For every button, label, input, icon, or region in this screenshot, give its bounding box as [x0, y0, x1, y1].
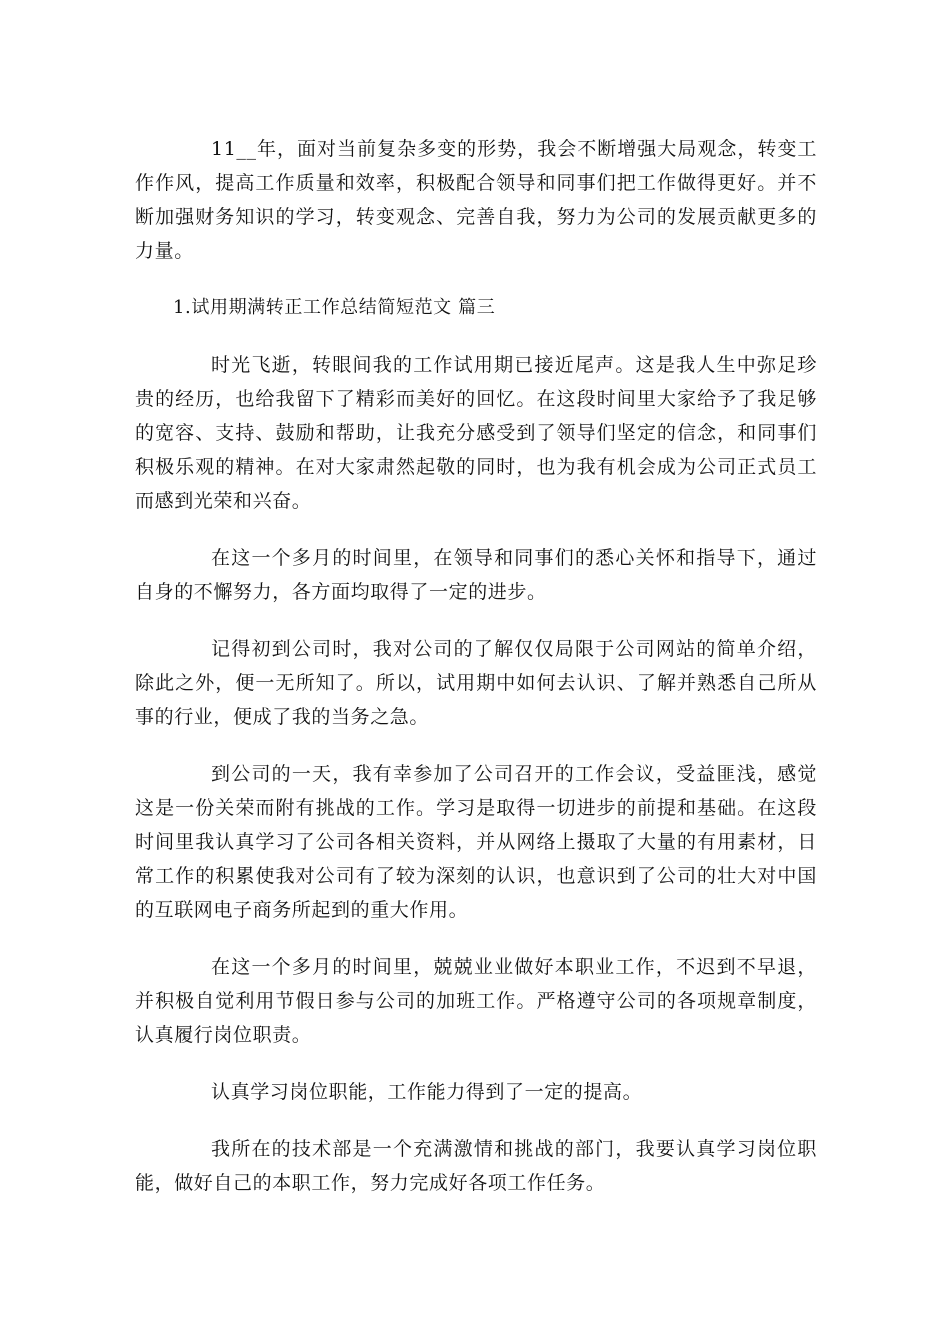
document-body [135, 132, 817, 1223]
section-heading: 1.试用期满转正工作总结简短范文 篇三 [173, 297, 496, 318]
paragraph: 11__年，面对当前复杂多变的形势，我会不断增强大局观念，转变工作作风，提高工作质量和效率，积极配合领导和同事们把工作做得更好。并不断加强财务知识的学习，转变观念、完善自我，努力为公司的发展贡献更多的力量。 [135, 138, 817, 262]
paragraph: 记得初到公司时，我对公司的了解仅仅局限于公司网站的简单介绍，除此之外，便一无所知了。所以，试用期中如何去认识、了解并熟悉自己所从事的行业，便成了我的当务之急。 [135, 638, 817, 728]
paragraph: 在这一个多月的时间里，在领导和同事们的悉心关怀和指导下，通过自身的不懈努力，各方面均取得了一定的进步。 [135, 547, 817, 603]
paragraph: 我所在的技术部是一个充满激情和挑战的部门，我要认真学习岗位职能，做好自己的本职工作，努力完成好各项工作任务。 [135, 1138, 817, 1194]
paragraph: 时光飞逝，转眼间我的工作试用期已接近尾声。这是我人生中弥足珍贵的经历，也给我留下了精彩而美好的回忆。在这段时间里大家给予了我足够的宽容、支持、鼓励和帮助，让我充分感受到了领导们坚定的信念，和同事们积极乐观的精神。在对大家肃然起敬的同时，也为我有机会成为公司正式员工而感到光荣和兴奋。 [135, 354, 817, 512]
paragraph: 认真学习岗位职能，工作能力得到了一定的提高。 [211, 1081, 643, 1103]
paragraph: 在这一个多月的时间里，兢兢业业做好本职业工作，不迟到不早退，并积极自觉利用节假日参与公司的加班工作。严格遵守公司的各项规章制度，认真履行岗位职责。 [135, 956, 817, 1046]
paragraph: 到公司的一天，我有幸参加了公司召开的工作会议，受益匪浅，感觉这是一份关荣而附有挑战的工作。学习是取得一切进步的前提和基础。在这段时间里我认真学习了公司各相关资料，并从网络上摄取了大量的有用素材，日常工作的积累使我对公司有了较为深刻的认识，也意识到了公司的壮大对中国的互联网电子商务所起到的重大作用。 [135, 763, 817, 921]
